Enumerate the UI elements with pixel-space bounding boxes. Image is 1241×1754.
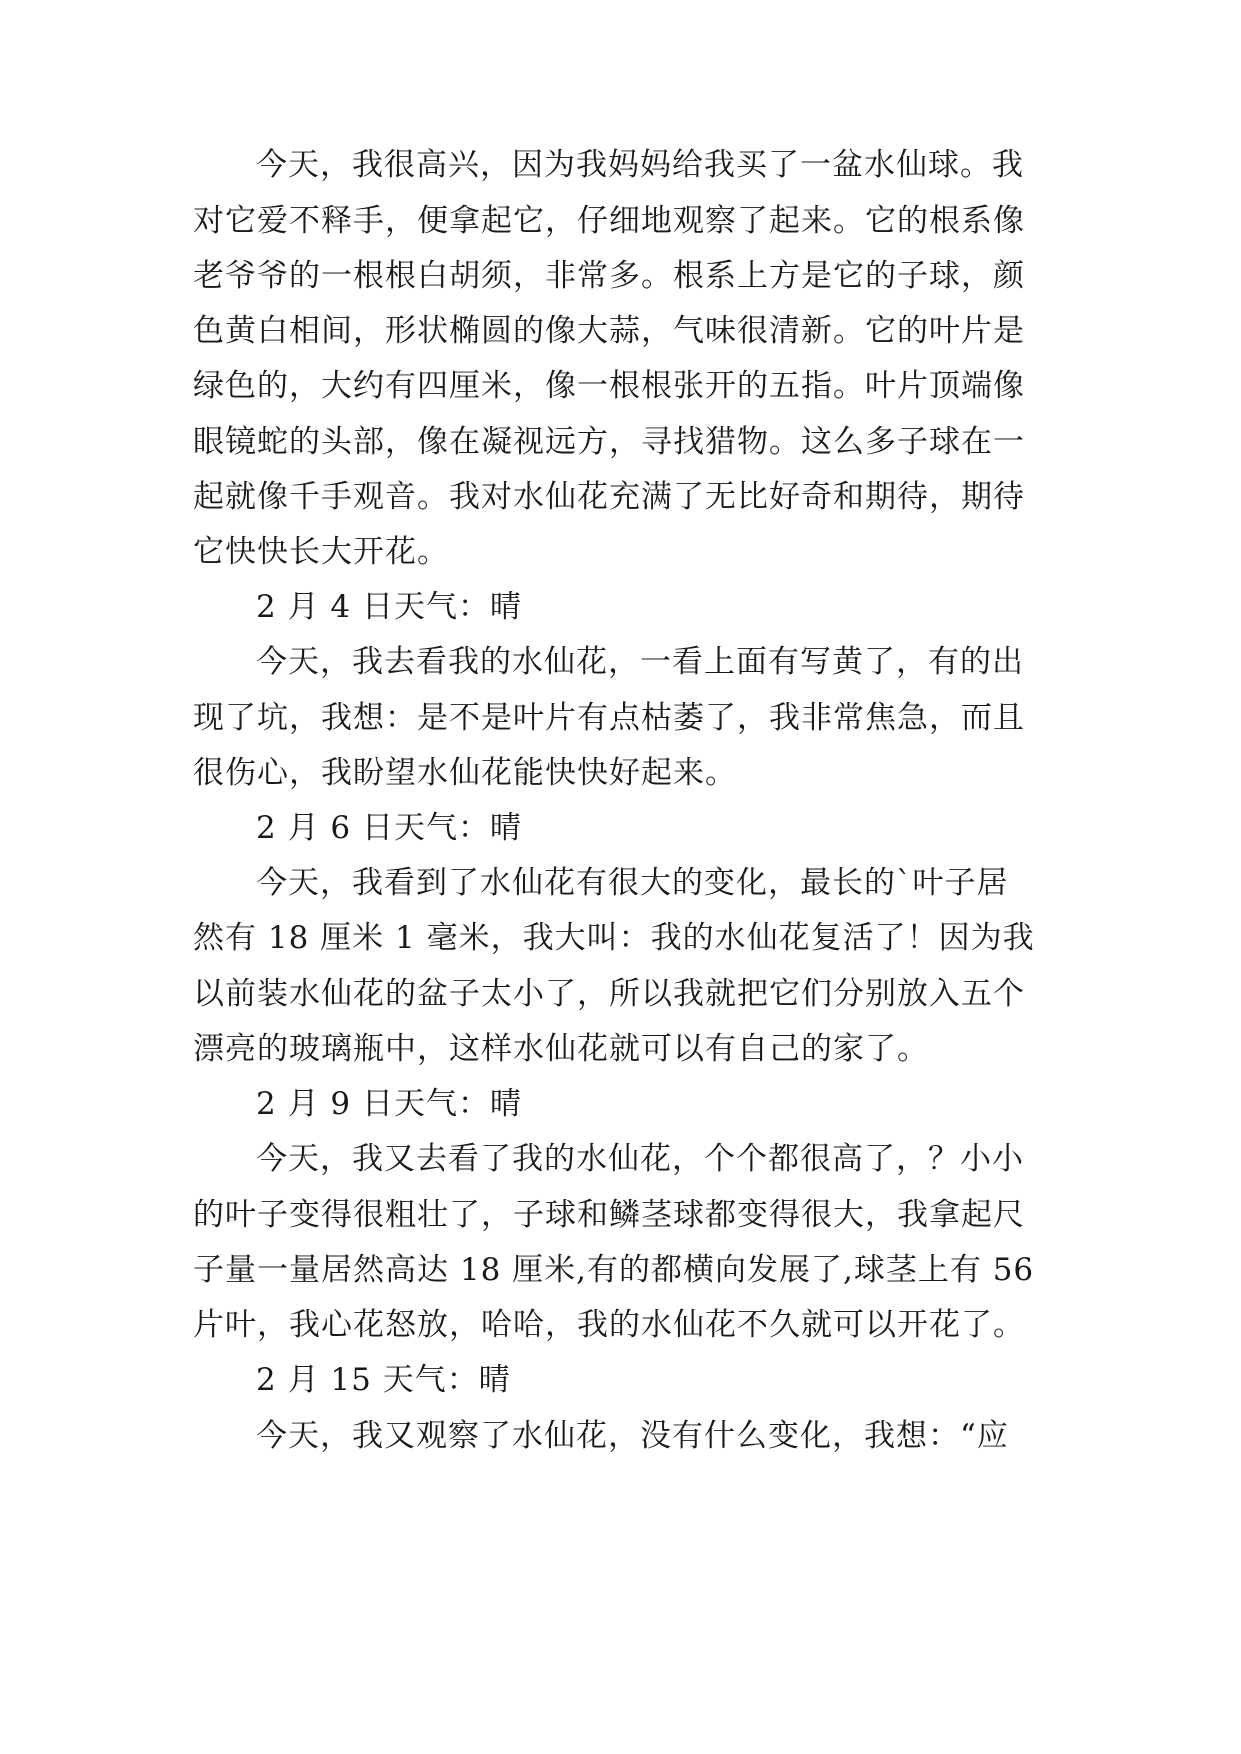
paragraph-3-line-2: 然有 18 厘米 1 毫米，我大叫：我的水仙花复活了！因为我 — [193, 920, 1035, 956]
paragraph-1-line-4: 色黄白相间，形状椭圆的像大蒜，气味很清新。它的叶片是 — [193, 313, 1025, 349]
paragraph-5-line-1: 今天，我又观察了水仙花，没有什么变化，我想：“应 — [256, 1418, 1009, 1454]
paragraph-2-line-1: 今天，我去看我的水仙花，一看上面有写黄了，有的出 — [256, 644, 1024, 680]
paragraph-4-line-1: 今天，我又去看了我的水仙花，个个都很高了，？小小 — [256, 1141, 1024, 1177]
paragraph-4-line-3: 子量一量居然高达 18 厘米,有的都横向发展了,球茎上有 56 — [193, 1252, 1035, 1288]
paragraph-1-line-3: 老爷爷的一根根白胡须，非常多。根系上方是它的子球，颜 — [193, 258, 1025, 294]
paragraph-3-line-4: 漂亮的玻璃瓶中，这样水仙花就可以有自己的家了。 — [193, 1031, 929, 1067]
paragraph-1-line-2: 对它爱不释手，便拿起它，仔细地观察了起来。它的根系像 — [193, 203, 1025, 239]
paragraph-1-line-7: 起就像千手观音。我对水仙花充满了无比好奇和期待，期待 — [193, 479, 1025, 515]
diary-date-feb-4: 2 月 4 日天气：晴 — [256, 589, 523, 625]
paragraph-1-line-6: 眼镜蛇的头部，像在凝视远方，寻找猎物。这么多子球在一 — [193, 424, 1025, 460]
diary-date-feb-15: 2 月 15 天气：晴 — [256, 1362, 511, 1398]
paragraph-1-line-1: 今天，我很高兴，因为我妈妈给我买了一盆水仙球。我 — [256, 147, 1024, 183]
paragraph-1-line-8: 它快快长大开花。 — [193, 534, 449, 570]
diary-date-feb-9: 2 月 9 日天气：晴 — [256, 1086, 523, 1122]
paragraph-1-line-5: 绿色的，大约有四厘米，像一根根张开的五指。叶片顶端像 — [193, 368, 1025, 404]
paragraph-2-line-3: 很伤心，我盼望水仙花能快快好起来。 — [193, 755, 737, 791]
diary-date-feb-6: 2 月 6 日天气：晴 — [256, 810, 523, 846]
paragraph-3-line-3: 以前装水仙花的盆子太小了，所以我就把它们分别放入五个 — [193, 976, 1025, 1012]
paragraph-3-line-1: 今天，我看到了水仙花有很大的变化，最长的`叶子居 — [256, 865, 1009, 901]
paragraph-4-line-2: 的叶子变得很粗壮了，子球和鳞茎球都变得很大，我拿起尺 — [193, 1197, 1025, 1233]
paragraph-2-line-2: 现了坑，我想：是不是叶片有点枯萎了，我非常焦急，而且 — [193, 700, 1025, 736]
paragraph-4-line-4: 片叶，我心花怒放，哈哈，我的水仙花不久就可以开花了。 — [193, 1307, 1025, 1343]
